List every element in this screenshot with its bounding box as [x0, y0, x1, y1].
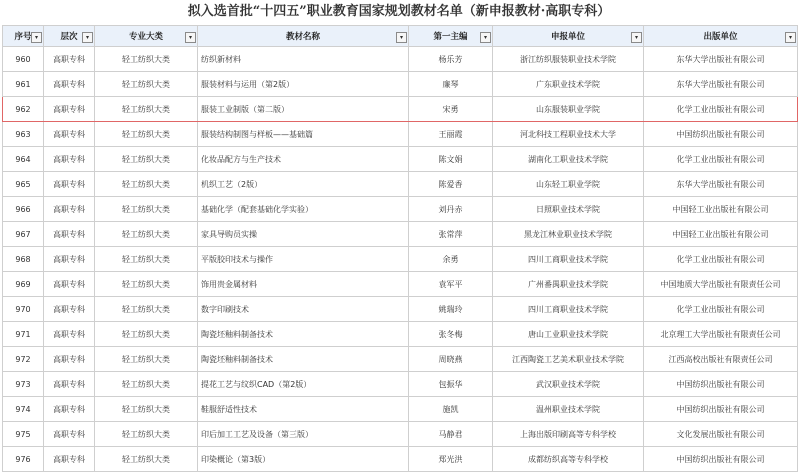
cell-first-editor[interactable]: 陈文娟: [409, 147, 493, 172]
cell-category[interactable]: 轻工纺织大类: [95, 197, 198, 222]
cell-first-editor[interactable]: 余勇: [409, 247, 493, 272]
cell-publisher[interactable]: 化学工业出版社有限公司: [644, 297, 798, 322]
cell-level[interactable]: 高职专科: [44, 247, 95, 272]
table-row[interactable]: [3, 247, 798, 272]
cell-id[interactable]: 969: [3, 272, 44, 297]
cell-level[interactable]: 高职专科: [44, 422, 95, 447]
cell-first-editor[interactable]: 包振华: [409, 372, 493, 397]
cell-textbook-name[interactable]: 服装结构制图与样板——基础篇: [198, 122, 409, 147]
table-body: [3, 47, 798, 472]
cell-category[interactable]: 轻工纺织大类: [95, 272, 198, 297]
cell-textbook-name[interactable]: 平版胶印技术与操作: [198, 247, 409, 272]
cell-textbook-name[interactable]: 化妆品配方与生产技术: [198, 147, 409, 172]
cell-id[interactable]: 974: [3, 397, 44, 422]
cell-publisher[interactable]: 东华大学出版社有限公司: [644, 172, 798, 197]
cell-textbook-name[interactable]: 饰用贵金属材料: [198, 272, 409, 297]
cell-publisher[interactable]: 东华大学出版社有限公司: [644, 47, 798, 72]
cell-textbook-name[interactable]: 家具导购员实操: [198, 222, 409, 247]
cell-id[interactable]: 963: [3, 122, 44, 147]
table-row[interactable]: [3, 147, 798, 172]
filter-dropdown-icon[interactable]: ▾: [480, 32, 491, 43]
table-row[interactable]: [3, 297, 798, 322]
cell-applicant[interactable]: 唐山工业职业技术学院: [493, 322, 644, 347]
cell-publisher[interactable]: 中国轻工业出版社有限公司: [644, 222, 798, 247]
cell-first-editor[interactable]: 姚瑞玲: [409, 297, 493, 322]
cell-category[interactable]: 轻工纺织大类: [95, 172, 198, 197]
cell-level[interactable]: 高职专科: [44, 447, 95, 472]
cell-level[interactable]: 高职专科: [44, 72, 95, 97]
table-row[interactable]: [3, 122, 798, 147]
cell-textbook-name[interactable]: 服装工业制版（第二版）: [198, 97, 409, 122]
cell-id[interactable]: 965: [3, 172, 44, 197]
filter-dropdown-icon[interactable]: ▾: [82, 32, 93, 43]
cell-textbook-name[interactable]: 陶瓷坯釉料制备技术: [198, 322, 409, 347]
cell-applicant[interactable]: 成都纺织高等专科学校: [493, 447, 644, 472]
table-row[interactable]: [3, 197, 798, 222]
cell-id[interactable]: 972: [3, 347, 44, 372]
cell-first-editor[interactable]: 陈爱香: [409, 172, 493, 197]
cell-first-editor[interactable]: 刘丹赤: [409, 197, 493, 222]
cell-id[interactable]: 967: [3, 222, 44, 247]
table-row[interactable]: [3, 422, 798, 447]
cell-applicant[interactable]: 湖南化工职业技术学院: [493, 147, 644, 172]
cell-textbook-name[interactable]: 印染概论（第3版）: [198, 447, 409, 472]
cell-level[interactable]: 高职专科: [44, 197, 95, 222]
cell-category[interactable]: 轻工纺织大类: [95, 297, 198, 322]
cell-applicant[interactable]: 黑龙江林业职业技术学院: [493, 222, 644, 247]
cell-first-editor[interactable]: 郑光洪: [409, 447, 493, 472]
cell-applicant[interactable]: 河北科技工程职业技术大学: [493, 122, 644, 147]
cell-textbook-name[interactable]: 提花工艺与纹织CAD（第2版）: [198, 372, 409, 397]
header-first-editor[interactable]: 第一主编 ▾: [409, 26, 493, 47]
cell-id[interactable]: 961: [3, 72, 44, 97]
filter-dropdown-icon[interactable]: ▾: [785, 32, 796, 43]
filter-dropdown-icon[interactable]: ▾: [185, 32, 196, 43]
cell-level[interactable]: 高职专科: [44, 97, 95, 122]
cell-applicant[interactable]: 山东轻工职业学院: [493, 172, 644, 197]
cell-textbook-name[interactable]: 纺织新材料: [198, 47, 409, 72]
cell-publisher[interactable]: 江西高校出版社有限责任公司: [644, 347, 798, 372]
cell-first-editor[interactable]: 马静君: [409, 422, 493, 447]
table-row[interactable]: [3, 372, 798, 397]
cell-category[interactable]: 轻工纺织大类: [95, 447, 198, 472]
cell-textbook-name[interactable]: 机织工艺（2版）: [198, 172, 409, 197]
cell-category[interactable]: 轻工纺织大类: [95, 397, 198, 422]
cell-id[interactable]: 962: [3, 97, 44, 122]
cell-level[interactable]: 高职专科: [44, 322, 95, 347]
cell-category[interactable]: 轻工纺织大类: [95, 347, 198, 372]
table-row[interactable]: [3, 72, 798, 97]
cell-first-editor[interactable]: 王丽霞: [409, 122, 493, 147]
table-row[interactable]: [3, 47, 798, 72]
table-row[interactable]: [3, 97, 798, 122]
cell-id[interactable]: 971: [3, 322, 44, 347]
header-id[interactable]: 序号 ▾: [3, 26, 44, 47]
cell-level[interactable]: 高职专科: [44, 122, 95, 147]
cell-applicant[interactable]: 江西陶瓷工艺美术职业技术学院: [493, 347, 644, 372]
cell-first-editor[interactable]: 张冬梅: [409, 322, 493, 347]
cell-level[interactable]: 高职专科: [44, 297, 95, 322]
table-row[interactable]: [3, 272, 798, 297]
cell-level[interactable]: 高职专科: [44, 147, 95, 172]
cell-level[interactable]: 高职专科: [44, 397, 95, 422]
cell-applicant[interactable]: 山东服装职业学院: [493, 97, 644, 122]
table-row[interactable]: [3, 347, 798, 372]
cell-publisher[interactable]: 中国地质大学出版社有限责任公司: [644, 272, 798, 297]
textbook-table: [2, 25, 798, 472]
cell-applicant[interactable]: 日照职业技术学院: [493, 197, 644, 222]
cell-publisher[interactable]: 化学工业出版社有限公司: [644, 97, 798, 122]
cell-publisher[interactable]: 中国纺织出版社有限公司: [644, 447, 798, 472]
cell-level[interactable]: 高职专科: [44, 172, 95, 197]
cell-category[interactable]: 轻工纺织大类: [95, 222, 198, 247]
header-publisher[interactable]: 出版单位 ▾: [644, 26, 798, 47]
cell-first-editor[interactable]: 廉琴: [409, 72, 493, 97]
header-row: [3, 26, 798, 47]
cell-category[interactable]: 轻工纺织大类: [95, 72, 198, 97]
cell-id[interactable]: 976: [3, 447, 44, 472]
cell-textbook-name[interactable]: 陶瓷坯釉料制备技术: [198, 347, 409, 372]
cell-publisher[interactable]: 化学工业出版社有限公司: [644, 147, 798, 172]
cell-applicant[interactable]: 上海出版印刷高等专科学校: [493, 422, 644, 447]
cell-textbook-name[interactable]: 数字印刷技术: [198, 297, 409, 322]
cell-first-editor[interactable]: 袁军平: [409, 272, 493, 297]
cell-id[interactable]: 964: [3, 147, 44, 172]
cell-category[interactable]: 轻工纺织大类: [95, 47, 198, 72]
cell-textbook-name[interactable]: 服装材料与运用（第2版）: [198, 72, 409, 97]
table-row[interactable]: [3, 322, 798, 347]
cell-textbook-name[interactable]: 鞋服舒适性技术: [198, 397, 409, 422]
cell-level[interactable]: 高职专科: [44, 272, 95, 297]
cell-category[interactable]: 轻工纺织大类: [95, 422, 198, 447]
cell-first-editor[interactable]: 张常萍: [409, 222, 493, 247]
cell-id[interactable]: 970: [3, 297, 44, 322]
cell-category[interactable]: 轻工纺织大类: [95, 372, 198, 397]
cell-textbook-name[interactable]: 印后加工工艺及设备（第三版）: [198, 422, 409, 447]
cell-applicant[interactable]: 温州职业技术学院: [493, 397, 644, 422]
cell-applicant[interactable]: 浙江纺织服装职业技术学院: [493, 47, 644, 72]
cell-id[interactable]: 966: [3, 197, 44, 222]
cell-level[interactable]: 高职专科: [44, 372, 95, 397]
cell-publisher[interactable]: 北京理工大学出版社有限责任公司: [644, 322, 798, 347]
cell-first-editor[interactable]: 杨乐芳: [409, 47, 493, 72]
cell-publisher[interactable]: 文化发展出版社有限公司: [644, 422, 798, 447]
cell-publisher[interactable]: 化学工业出版社有限公司: [644, 247, 798, 272]
cell-category[interactable]: 轻工纺织大类: [95, 122, 198, 147]
cell-applicant[interactable]: 四川工商职业技术学院: [493, 297, 644, 322]
cell-level[interactable]: 高职专科: [44, 347, 95, 372]
cell-publisher[interactable]: 中国纺织出版社有限公司: [644, 397, 798, 422]
header-applicant[interactable]: 申报单位 ▾: [493, 26, 644, 47]
header-level[interactable]: 层次 ▾: [44, 26, 95, 47]
cell-publisher[interactable]: 中国纺织出版社有限公司: [644, 122, 798, 147]
cell-id[interactable]: 960: [3, 47, 44, 72]
cell-publisher[interactable]: 中国轻工业出版社有限公司: [644, 197, 798, 222]
table-row[interactable]: [3, 222, 798, 247]
cell-category[interactable]: 轻工纺织大类: [95, 97, 198, 122]
cell-id[interactable]: 973: [3, 372, 44, 397]
cell-id[interactable]: 975: [3, 422, 44, 447]
table-row[interactable]: [3, 397, 798, 422]
cell-category[interactable]: 轻工纺织大类: [95, 147, 198, 172]
cell-textbook-name[interactable]: 基础化学（配套基础化学实验）: [198, 197, 409, 222]
cell-id[interactable]: 968: [3, 247, 44, 272]
cell-first-editor[interactable]: 施凯: [409, 397, 493, 422]
cell-first-editor[interactable]: 周晓燕: [409, 347, 493, 372]
cell-applicant[interactable]: 武汉职业技术学院: [493, 372, 644, 397]
cell-applicant[interactable]: 广东职业技术学院: [493, 72, 644, 97]
cell-publisher[interactable]: 东华大学出版社有限公司: [644, 72, 798, 97]
cell-level[interactable]: 高职专科: [44, 222, 95, 247]
cell-category[interactable]: 轻工纺织大类: [95, 247, 198, 272]
cell-level[interactable]: 高职专科: [44, 47, 95, 72]
filter-dropdown-icon[interactable]: ▾: [31, 32, 42, 43]
cell-publisher[interactable]: 中国纺织出版社有限公司: [644, 372, 798, 397]
cell-category[interactable]: 轻工纺织大类: [95, 322, 198, 347]
filter-dropdown-icon[interactable]: ▾: [396, 32, 407, 43]
cell-applicant[interactable]: 广州番禺职业技术学院: [493, 272, 644, 297]
filter-dropdown-icon[interactable]: ▾: [631, 32, 642, 43]
header-category[interactable]: 专业大类 ▾: [95, 26, 198, 47]
cell-applicant[interactable]: 四川工商职业技术学院: [493, 247, 644, 272]
header-textbook-name[interactable]: 教材名称 ▾: [198, 26, 409, 47]
page-title: 拟入选首批“十四五”职业教育国家规划教材名单（新申报教材·高职专科）: [187, 4, 611, 19]
table-row[interactable]: [3, 447, 798, 472]
table-row[interactable]: [3, 172, 798, 197]
cell-first-editor[interactable]: 宋勇: [409, 97, 493, 122]
